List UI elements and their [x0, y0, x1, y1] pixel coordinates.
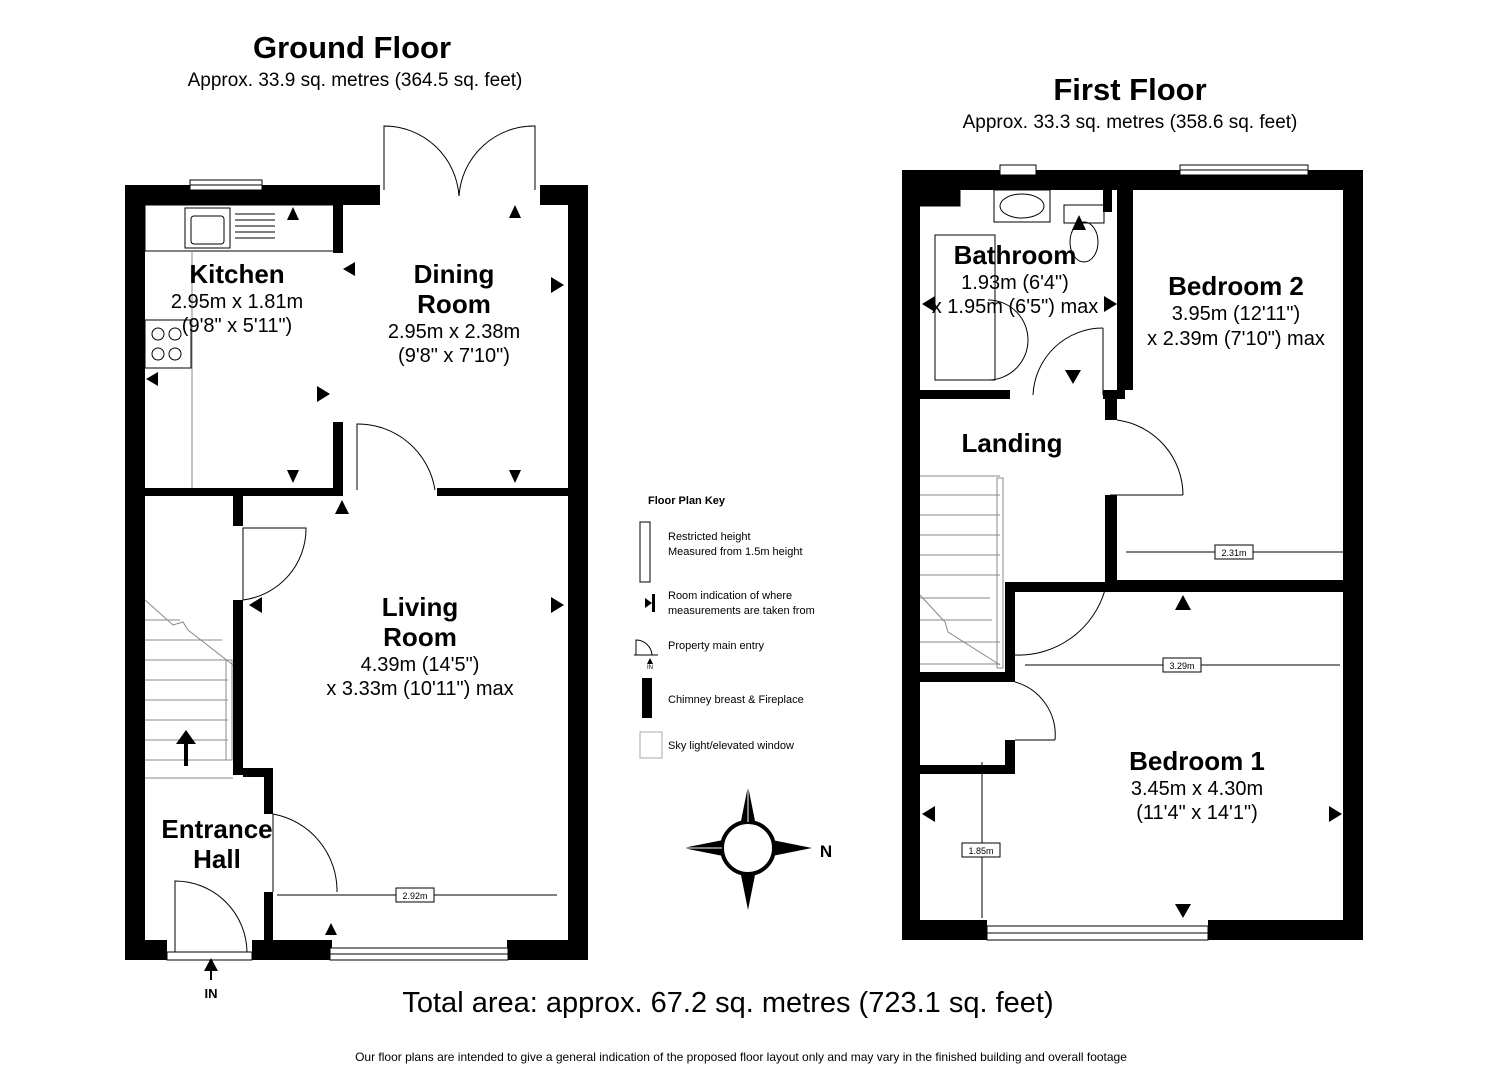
dining-dims-imperial: (9'8" x 7'10")	[398, 345, 510, 367]
living-name-2: Room	[383, 622, 457, 652]
disclaimer: Our floor plans are intended to give a general indication of the proposed floor layout only and may vary in the finished building and overall footage	[355, 1050, 1127, 1064]
total-area: Total area: approx. 67.2 sq. metres (723.1 sq. feet)	[402, 987, 1054, 1019]
floor-plan-key	[634, 495, 815, 758]
key-title: Floor Plan Key	[648, 495, 726, 507]
bathroom-dims-2: x 1.95m (6'5") max	[931, 296, 1099, 318]
first-measure-tag-2: 3.29m	[1169, 661, 1195, 671]
first-measure-tag-1: 2.31m	[1221, 548, 1247, 558]
living-dims-2: x 3.33m (10'11") max	[326, 678, 514, 700]
restricted-height-icon	[640, 522, 650, 582]
dining-name-1: Dining	[413, 259, 495, 289]
bathroom-name: Bathroom	[953, 240, 1077, 270]
ground-floor-area: Approx. 33.9 sq. metres (364.5 sq. feet)	[187, 70, 523, 91]
first-floor-area: Approx. 33.3 sq. metres (358.6 sq. feet)	[962, 112, 1298, 133]
living-name-1: Living	[381, 592, 459, 622]
living-dims-1: 4.39m (14'5")	[360, 654, 480, 676]
main-entry-icon	[634, 640, 658, 664]
entrance-name-2: Hall	[193, 844, 241, 874]
bedroom1-dims-1: 3.45m x 4.30m	[1130, 778, 1264, 800]
bedroom2-dims-1: 3.95m (12'11")	[1171, 303, 1301, 325]
landing-stairs	[920, 476, 1003, 668]
entry-label: IN	[204, 986, 218, 1001]
landing-name: Landing	[961, 428, 1063, 458]
key-item-1-line-2: Measured from 1.5m height	[668, 546, 803, 558]
bathroom-dims-1: 1.93m (6'4")	[961, 272, 1069, 294]
kitchen-name: Kitchen	[189, 259, 285, 289]
bedroom1-name: Bedroom 1	[1129, 746, 1265, 776]
first-measure-tag-3: 1.85m	[968, 846, 994, 856]
bedroom2-dims-2: x 2.39m (7'10") max	[1147, 328, 1325, 350]
compass-icon	[683, 786, 812, 910]
entrance-name-1: Entrance	[161, 814, 273, 844]
first-floor-title: First Floor	[1053, 72, 1207, 107]
skylight-icon	[640, 732, 662, 758]
bedroom1-dims-2: (11'4" x 14'1")	[1136, 802, 1258, 824]
dining-dims-metric: 2.95m x 2.38m	[387, 321, 521, 343]
ground-stairs	[145, 600, 233, 778]
key-item-4-line-1: Chimney breast & Fireplace	[668, 694, 804, 706]
compass-north-label: N	[819, 842, 833, 861]
ground-floor-title: Ground Floor	[252, 30, 452, 65]
key-item-2-line-1: Room indication of where	[668, 590, 793, 602]
measure-marker-icon	[645, 594, 655, 612]
kitchen-dims-metric: 2.95m x 1.81m	[170, 291, 304, 313]
key-item-3-line-1: Property main entry	[668, 640, 764, 652]
key-item-1-line-1: Restricted height	[668, 531, 751, 543]
chimney-icon	[642, 678, 652, 718]
dining-name-2: Room	[417, 289, 491, 319]
key-entry-mini-label: IN	[647, 665, 653, 671]
ground-measure-tag: 2.92m	[402, 891, 428, 901]
bedroom2-name: Bedroom 2	[1168, 271, 1304, 301]
key-item-2-line-2: measurements are taken from	[668, 605, 815, 617]
kitchen-fixtures	[145, 205, 335, 488]
key-item-5-line-1: Sky light/elevated window	[668, 740, 794, 752]
kitchen-dims-imperial: (9'8" x 5'11")	[181, 315, 293, 337]
